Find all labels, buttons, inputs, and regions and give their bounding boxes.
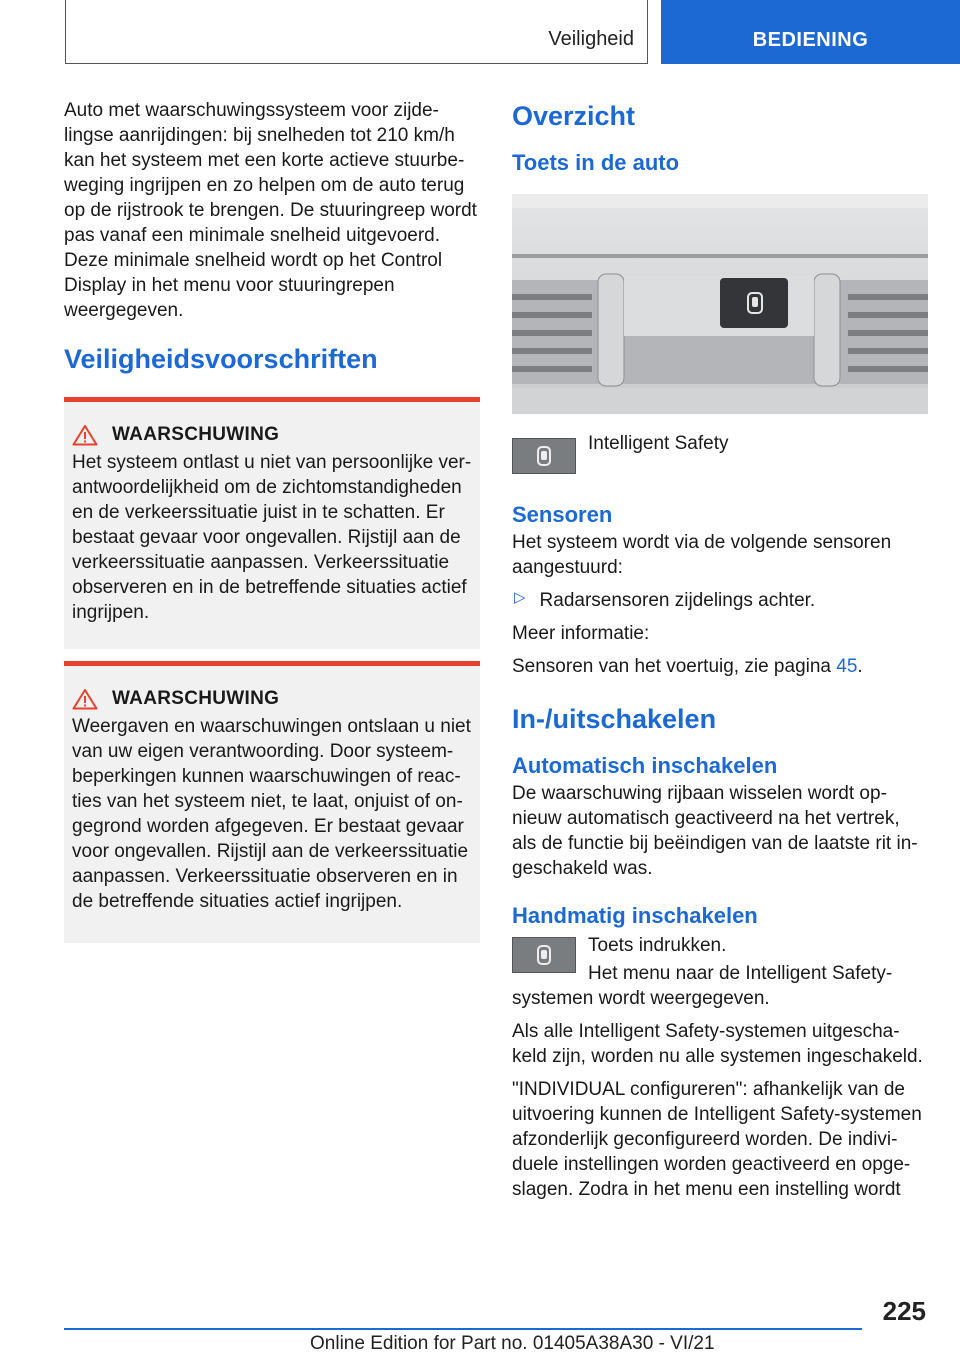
warning-text: Weergaven en waarschuwingen ontslaan u niet van uw eigen verantwoording. Door systeembeperkingen kunnen waarschuwingen of reacties van het systeem niet, te laat, onjuist of ongegrond worden afgegeven. Er bestaat gevaar voor ongevallen. Rijstijl aan de verkeerssituatie aanpassen. Verkeerssituatie observeren en in de betreffende situaties actief ingrijpen. [72,716,471,912]
warning-title: WAARSCHUWING [112,424,280,445]
footer-edition: Online Edition for Part no. 01405A38A30 - VI/21 [310,1333,715,1354]
sensors-list-item [512,588,928,621]
header-section-title: Veiligheid [548,28,634,50]
more-info-label: Meer informatie: [512,623,650,644]
button-heading: Toets in de auto [512,150,680,175]
sensors-reference: Sensoren van het voertuig, zie pagina 45. [512,656,863,677]
warning-box-2 [64,661,480,943]
dashboard-button-photo [512,194,928,414]
sensors-heading: Sensoren [512,502,613,527]
manual-switch-heading: Handmatig inschakelen [512,903,758,928]
switch-heading: In-/uitschakelen [512,704,717,734]
page-number: 225 [882,1296,926,1326]
bullet-marker: ▷ [514,589,526,606]
intro-paragraph: Auto met waarschuwingssysteem voor zijdelingse aanrijdingen: bij snelheden tot 210 km/h kan het systeem met een korte actieve stuurbeweging ingrijpen en zo helpen om de auto terug op de rijstrook te brengen. De stuuringreep wordt pas vanaf een minimale snelheid uitgevoerd. Deze minimale snelheid wordt op het Control Display in het menu voor stuuringrepen weergegeven. [64,100,477,321]
auto-switch-text: De waarschuwing rijbaan wisselen wordt opnieuw automatisch geactiveerd na het vertrek, als de functie bij beëindigen van de laatste rit ingeschakeld was. [512,783,918,879]
dashboard-vents-illustration [512,194,928,414]
header-chapter-tab[interactable]: BEDIENING [661,0,960,64]
footer-divider [64,1328,862,1330]
button-caption: Intelligent Safety [588,433,729,454]
manual-result: Het menu naar de Intelligent Safety-systemen wordt weergegeven. [512,963,893,1009]
warning-title-row [72,424,472,446]
warning-text: Het systeem ontlast u niet van persoonlijke verantwoordelijkheid om de zichtomstandigheden en de verkeerssituatie juist in te schatten. Er bestaat gevaar voor ongevallen. Rijstijl aan de verkeerssituatie aanpassen. Verkeerssituatie observeren en in de betreffende situaties actief ingrijpen. [72,452,472,623]
sensors-text: Het systeem wordt via de volgende sensoren aangestuurd: [512,532,892,578]
intelligent-safety-button-icon [512,937,576,973]
page-45-link[interactable]: 45 [836,656,858,677]
intelligent-safety-button-icon [512,438,576,474]
left-column [64,98,480,943]
individual-config-text: "INDIVIDUAL configureren": afhankelijk van de uitvoering kunnen de Intelligent Safety-systemen afzonderlijk geconfigureerd worden. De individuele instellingen worden geactiveerd en opgeslagen. Zodra in het menu een instelling wordt [512,1079,922,1200]
warning-box-1 [64,397,480,649]
manual-all-systems: Als alle Intelligent Safety-systemen uitgeschakeld zijn, worden nu alle systemen ingeschakeld. [512,1021,923,1067]
manual-step: Toets indrukken. [588,935,727,956]
warning-triangle-icon [72,424,98,446]
warning-triangle-icon [72,688,98,710]
warning-title-row [72,688,472,710]
auto-switch-heading: Automatisch inschakelen [512,753,778,778]
sensors-bullet-text: Radarsensoren zijdelings achter. [539,590,816,611]
warning-title: WAARSCHUWING [112,688,280,709]
right-column [512,98,928,1210]
overview-heading: Overzicht [512,101,636,131]
safety-heading: Veiligheidsvoorschriften [64,344,378,374]
